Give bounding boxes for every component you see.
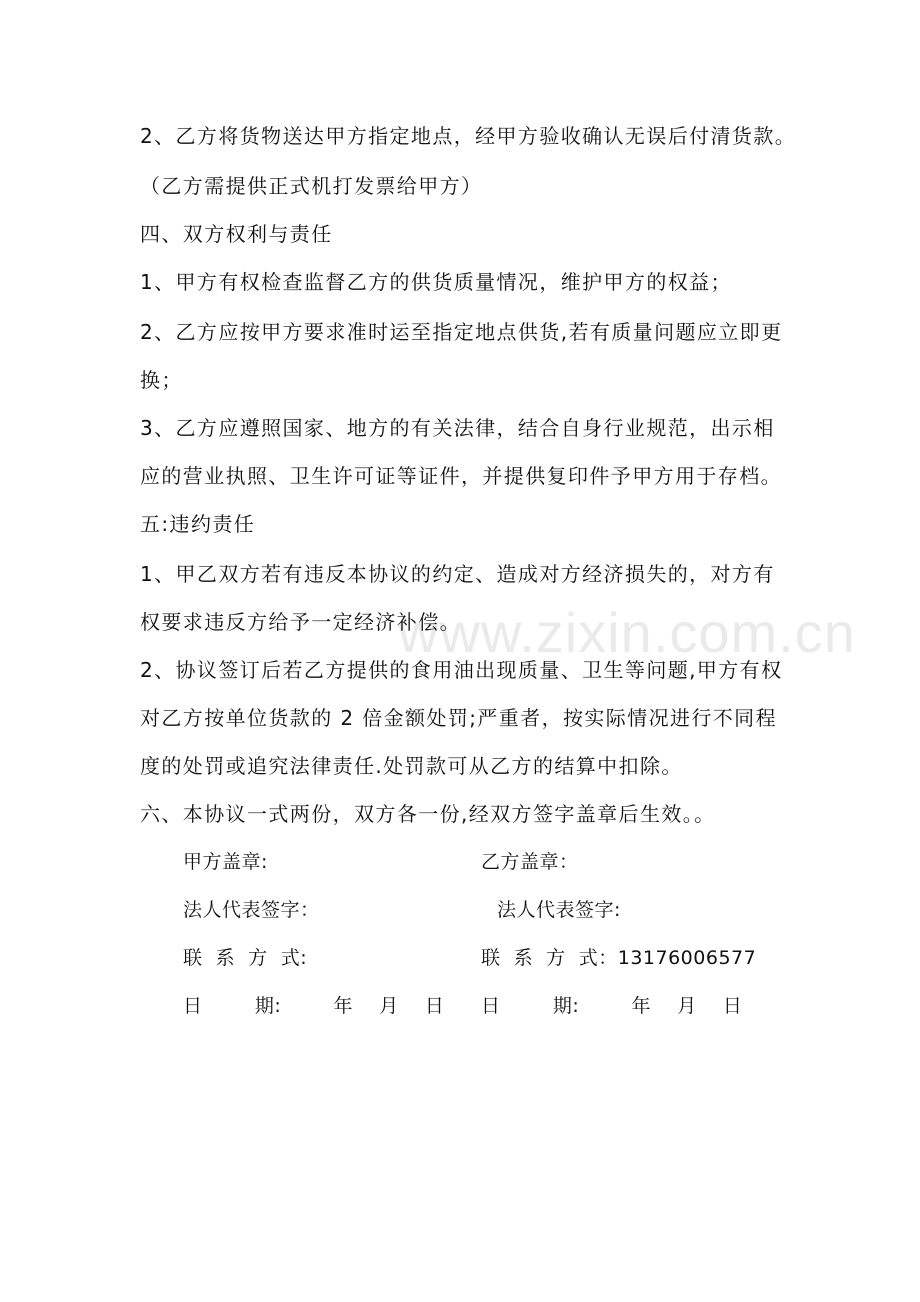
clause-payment-2: 2、乙方将货物送达甲方指定地点，经甲方验收确认无误后付清货款。 [140,124,797,148]
party-b-date: 日 期: 年 月 日 [481,995,743,1017]
section-heading-breach: 五:违约责任 [140,512,256,536]
clause-rights-1: 1、甲方有权检查监督乙方的供货质量情况，维护甲方的权益； [140,270,732,294]
party-b-representative: 法人代表签字: [497,899,621,921]
clause-rights-3: 3、乙方应遵照国家、地方的有关法律，结合自身行业规范，出示相 [140,416,775,440]
watermark: www.zixin.com.cn [398,601,856,664]
clause-rights-3-cont: 应的营业执照、卫生许可证等证件，并提供复印件予甲方用于存档。 [140,464,782,488]
clause-breach-2-cont: 对乙方按单位货款的 2 倍金额处罚;严重者，按实际情况进行不同程 [140,706,777,730]
party-a-seal: 甲方盖章: [183,851,268,873]
party-a-representative: 法人代表签字： [183,899,320,921]
clause-copies: 六、本协议一式两份，双方各一份,经双方签字盖章后生效。。 [140,802,716,826]
clause-breach-2-end: 度的处罚或追究法律责任.处罚款可从乙方的结算中扣除。 [140,754,683,778]
party-a-contact: 联 系 方 式: [183,947,308,969]
section-heading-rights: 四、双方权利与责任 [140,222,333,246]
clause-breach-2: 2、协议签订后若乙方提供的食用油出现质量、卫生等问题,甲方有权 [140,658,783,682]
clause-breach-1: 1、甲乙双方若有违反本协议的约定、造成对方经济损失的，对方有 [140,562,775,586]
party-a-date: 日 期: 年 月 日 [183,995,445,1017]
clause-rights-2-cont: 换； [140,368,183,392]
clause-breach-1-cont: 权要求违反方给予一定经济补偿。 [140,610,461,634]
party-b-contact: 联 系 方 式：13176006577 [481,947,757,969]
clause-invoice-note: （乙方需提供正式机打发票给甲方） [140,174,483,198]
clause-rights-2: 2、乙方应按甲方要求准时运至指定地点供货,若有质量问题应立即更 [140,320,783,344]
party-b-seal: 乙方盖章： [481,851,579,873]
